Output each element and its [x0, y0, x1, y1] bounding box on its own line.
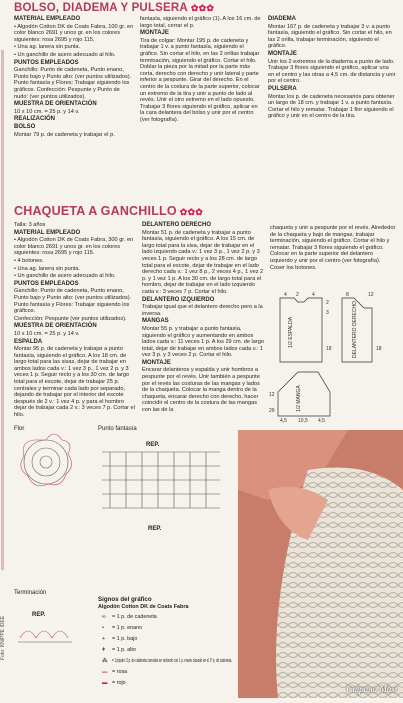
subheading: PULSERA: [268, 85, 297, 92]
paragraph: Confección: Pespunte (ver puntos utilizados).: [14, 315, 127, 322]
side-accent-bar: [1, 50, 4, 570]
delantero-label: DELANTERO DERECHO: [352, 301, 358, 358]
dim-text: 10,5: [298, 418, 308, 424]
paragraph: Encarar delanteros y espalda y unir hombros a pespunte por el revés. Unir también a pespunte por el revés las costuras de las mangas y lados de la chaqueta. Colocar la manga dentro de la chaqueta, encarar derecho con derecho, hacer coincidir el centro de la costura de las mangas con las de la: [142, 367, 260, 414]
flower-chart: [21, 434, 72, 486]
subheading: MUESTRA DE ORIENTACIÓN: [14, 101, 97, 108]
legend-symbol: •: [102, 625, 104, 631]
dim-text: 2: [326, 300, 329, 306]
subheading: DELANTERO DERECHO: [142, 222, 212, 228]
subheading: DIADEMA: [268, 16, 296, 22]
legend-text: = 1 p. bajo: [112, 636, 138, 642]
edging-chart: [18, 631, 72, 642]
legend-symbol: ▬: [102, 669, 108, 675]
paragraph: • 4 botones.: [14, 257, 44, 264]
paragraph: Montar 95 p. de cadeneta y trabajar a punto fantasía, siguiendo el gráfico. A los 18 cm. de largo total para las sisas, dejar de trabajar en ambos lados cada v.: 1 vez 3 p., 1 vez 2 p. y 3 veces 1 p. Seguir recto y a los 30 cm. de largo total para el escote, dejar de trabajar 25 p. centrales y terminar cada lado por separado, dejando de trabajar por el interior del escote después de 2 v.: 1 vez 4 p. y para el hombro dejar de trabajar cada 2 v.: 3 veces 7 p. Cortar el hilo.: [14, 346, 135, 419]
legend-text: = rosa: [112, 669, 128, 675]
dim-text: 3: [326, 310, 329, 316]
crochet-photo: [238, 430, 403, 698]
legend-symbol: +: [102, 636, 106, 642]
flor-label: Flor: [14, 426, 25, 432]
dim-text: 18: [376, 346, 382, 352]
subheading: MANGAS: [142, 318, 169, 325]
stitch-chart: [102, 452, 220, 508]
legend-text: = rojo: [112, 680, 126, 686]
legend-list: [102, 614, 232, 686]
sec1-column-2: [140, 16, 262, 125]
legend-symbol: ▬: [102, 680, 108, 686]
section-title-text: BOLSO, DIADEMA Y PULSERA: [14, 2, 188, 14]
difficulty-stars: ✿✿✿: [179, 207, 204, 217]
subheading: BOLSO: [14, 123, 36, 130]
paragraph: Ganchillo: Punto de cadeneta, Punto enano, Punto bajo y Punto alto: (ver puntos utilizados). Punto fantasía y Flores: Trabajar siguiendo los gráficos.: [14, 288, 132, 315]
subheading: REALIZACIÓN: [14, 116, 55, 123]
section-title-text: CHAQUETA A GANCHILLO: [14, 204, 177, 218]
legend-subtitle: Algodón Cotton DK de Coats Fabra: [98, 604, 189, 610]
photo-credit: Foto: KNIPPE IDEE: [0, 615, 6, 660]
legend-title: Signos del gráfico: [98, 596, 152, 603]
dim-text: 12: [368, 292, 374, 298]
subheading: PUNTOS EMPLEADOS: [14, 59, 79, 66]
sec1-column-1: [14, 16, 134, 139]
espalda-label: 1/2 ESPALDA: [288, 316, 294, 348]
paragraph: Montar 167 p. de cadeneta y trabajar 3 v. a punto fantasía, siguiendo el gráfico. Sin cortar el hilo, en las 2 orilla, trabajar terminación, siguiendo el gráfico.: [268, 23, 392, 50]
paragraph: Montar 51 p. de cadeneta y trabajar a punto fantasía, siguiendo el gráfico. A los 15 cm. de largo total para la sisa, dejar de trabajar en el lado izquierdo cada v.: 1 vez 3 p., 1 vez 2 p. y 3 veces 1 p. Seguir recto y a los 28 cm. de largo total para el escote, dejar de trabajar en el lado derecho cada v.: 1 vez 8 p., 2 veces 4 p., 1 vez 2 p. y 1 vez 1 p. A los 30 cm. de largo total para el hombro, dejar de trabajar en el lado izquierdo cada v.: 3 veces 7 p. Cortar el hilo.: [142, 229, 264, 295]
dim-text: 4: [284, 292, 287, 298]
paragraph: Montar 79 p. de cadeneta y trabajar el p.: [14, 131, 115, 138]
dim-text: 8: [346, 292, 349, 298]
dim-text: 2: [296, 292, 299, 298]
subheading: MONTAJE: [142, 359, 171, 366]
difficulty-stars: ✿✿✿: [190, 3, 215, 13]
subheading: PUNTOS EMPLEADOS: [14, 280, 79, 287]
sec2-column-1: [14, 222, 136, 420]
rep-label-term: REP.: [32, 612, 46, 618]
section-title-bolso: [14, 2, 214, 14]
paragraph: Unir los 2 extremos de la diadema a punto de lado. Trabajar 3 flores siguiendo el gráfico, aplicar una en el centro y las otras a 4,5 cm. de distancia y unir por el centro.: [268, 58, 396, 85]
paragraph: • Un ganchillo de acero adecuado al hilo.: [14, 273, 116, 280]
side-strip: [0, 20, 9, 688]
paragraph: fantasía, siguiendo el gráfico (1). A los 16 cm. de largo total, cerrar el p.: [140, 16, 261, 29]
paragraph: • Algodón Cotton DK de Coats Fabra, 100 gr. en color blanco 2691 y unos gr. en los colores siguientes: rosa 2695 y rojo 115.: [14, 23, 134, 43]
dim-text: 18: [326, 346, 332, 352]
sec2-column-3: [270, 225, 396, 272]
paragraph: • Una ag. lanera sin punta.: [14, 44, 81, 51]
section-title-chaqueta: [14, 204, 203, 218]
paragraph: Ganchillo: Punto de cadeneta, Punto enano, Punto bajo y Punto alto: (ver puntos utilizados). Punto fantasía y Flores: Trabajar siguiendo los gráficos. Confección: Pespunte y Punto de nudo: (ver puntos utilizados).: [14, 67, 132, 100]
subheading: DELANTERO IZQUIERDO: [142, 296, 215, 303]
legend-text: = 1 p. enano: [112, 625, 143, 631]
paragraph: • Algodón Cotton DK de Coats Fabra, 300 gr. en color blanco 2691 y unos gr. en los colores siguientes: rosa 2695 y rojo 115.: [14, 237, 134, 257]
crochet-charts: [10, 418, 236, 698]
dim-text: 4,5: [280, 418, 287, 424]
legend-text: = 1 piquito: 3 p. de cadeneta cerrados en redondo con 1 p. enano clavado en el 1º p. de cadeneta.: [112, 658, 232, 664]
paragraph: Tira de colgar: Montar 195 p. de cadeneta y trabajar 1 v. a punto fantasía, siguiendo el gráfico. Sin cortar el hilo, en las 2 orillas trabajar terminación, siguiendo el gráfico. Cortar el hilo. Doblar la pieza por la mitad por la parte más corta, derecho con derecho y unir lateral y parte inferior a pespunte. Girar del derecho. En el centro de la costura de la parte superior, colocar un extremo de la tira y unir a punto de lado al revés. Unir el otro extremo en el lado opuesto. Trabajar 3 flores siguiendo el gráfico, aplicar en la cara delantera del bolso y unir por el centro (ver fotografía).: [140, 37, 260, 123]
legend-text: = 1 p. alto: [112, 647, 136, 653]
paragraph: • Un ganchillo de acero adecuado al hilo.: [14, 51, 116, 58]
subheading: ESPALDA: [14, 338, 43, 345]
subheading: MATERIAL EMPLEADO: [14, 229, 81, 236]
legend-text: = 1 p. de cadeneta: [112, 614, 157, 620]
paragraph: Montar los p. de cadeneta necesarios para obtener un largo de 18 cm. y trabajar 1 v. a punto fantasía. Cortar el hilo y rematar. Trabajar 1 flor siguiendo el gráfico y unir en el centro de la tira.: [268, 93, 395, 120]
manga-label: 1/2 MANGA: [296, 385, 302, 412]
subheading: MONTAJE: [268, 50, 297, 57]
paragraph: 10 x 10 cm. = 25 p. y 14 v.: [14, 108, 80, 115]
paragraph: • Una ag. lanera sin punta.: [14, 265, 81, 272]
dim-text: 12: [269, 392, 275, 398]
terminacion-label: Terminación: [14, 590, 47, 596]
paragraph: Trabajar igual que el delantero derecho pero a la inversa.: [142, 304, 263, 317]
paragraph: chaqueta y unir a pespunte por el revés. Alrededor de la chaqueta y bajo de mangas, trabajar terminación, siguiendo el gráfico. Cortar el hilo y rematar. Trabajar 3 flores siguiendo el gráfico. Colocar en la parte superior del delantero izquierdo y unir por el centro (ver fotografía). Coser los botones.: [270, 225, 396, 271]
subheading: MATERIAL EMPLEADO: [14, 16, 81, 22]
paragraph: Talla: 3 años: [14, 222, 46, 228]
paragraph: Montar 55 p. y trabajar a punto fantasía, siguiendo el gráfico y aumentando en ambos lados cada v.: 11 veces 1 p. A los 29 cm. de largo total, dejar de trabajar en ambos lados cada v.: 1 vez 3 p. y 3 veces 2 p. Cortar el hilo.: [142, 325, 264, 359]
watermark: Страна Мам: [346, 684, 397, 694]
dim-text: 4,5: [318, 418, 325, 424]
legend-symbol: ⁂: [102, 658, 108, 664]
dim-text: 4: [312, 292, 315, 298]
legend-symbol: ǂ: [102, 647, 106, 653]
fantasia-label: Punto fantasía: [98, 426, 137, 432]
legend-symbol: ∞: [102, 614, 106, 620]
garment-schematics: [268, 288, 400, 424]
sec2-column-2: [142, 222, 264, 415]
subheading: MONTAJE: [140, 30, 169, 37]
rep-label: REP.: [146, 442, 160, 448]
sec1-column-3: [268, 16, 396, 121]
rep-label-bottom: REP.: [148, 526, 162, 532]
paragraph: 10 x 10 cm. = 25 p. y 14 v.: [14, 330, 80, 337]
subheading: MUESTRA DE ORIENTACIÓN: [14, 323, 97, 330]
dim-text: 29: [269, 408, 275, 414]
